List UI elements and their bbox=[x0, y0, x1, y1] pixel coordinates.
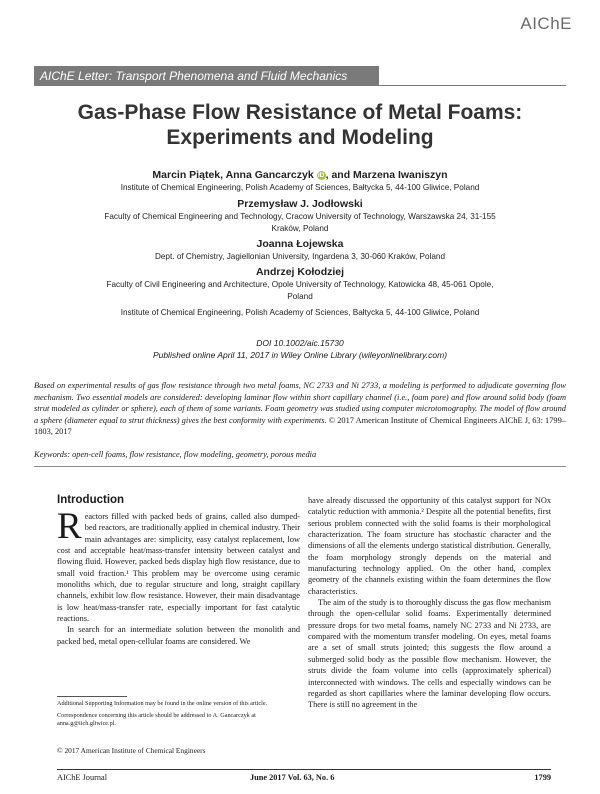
abstract-text: Based on experimental results of gas flow resistance through two metal foams, NC 2733 and Ni 2733, a modeling is performed to adjudicate governing flow mechanism. Two essential models are considered: developing laminar flow within short capillary channel (i.e., foam pore) and flow around solid body (foam strut modeled as cylinder or sphere), each of them of some variants. Foam geometry was studied using computer microtomography. The model of flow around a sphere (diameter equal to strut thickness) gives the best conformity with experiments. bbox=[34, 381, 566, 425]
footer-issue: June 2017 Vol. 63, No. 6 bbox=[250, 773, 335, 782]
paragraph: Reactors filled with packed beds of grains, called also dumped-bed reactors, are traditionally applied in chemical industry. Their main advantages are: simplicity, easy catalyst replacement, low cost and acceptable heat/mass-transfer intensity between catalyst and flowing fluid. However, packed beds display high flow resistance, due to small void fraction.¹ This problem may be overcome using ceramic monoliths which, due to regular structure and long, straight capillary channels, exhibit low flow resistance. However, their main disadvantage is low heat/mass-transfer rate, especially important for fast catalytic reactions. bbox=[57, 506, 300, 624]
banner-rule bbox=[34, 85, 566, 86]
article-title bbox=[40, 100, 560, 150]
paragraph: have already discussed the opportunity of this catalyst support for NOx catalytic reduction with ammonia.² Despite all the potential benefits, first serious problem connected with the solid foams is their morphological characterization. The foam structure has stochastic character and the dimensions of all the elements undergo statistical distribution. Generally, the foam morphology strongly depends on the material and manufacturing technology applied. On the other hand, complex geometry of the channels existing within the foam determines the flow characteristics. bbox=[308, 496, 551, 596]
footer-page-number: 1799 bbox=[534, 773, 551, 782]
title-line-1: Gas-Phase Flow Resistance of Metal Foams: bbox=[77, 101, 523, 124]
footnote-rule bbox=[57, 696, 127, 697]
title-line-2: Experiments and Modeling bbox=[166, 126, 434, 149]
footnote-correspondence: Correspondence concerning this article should be addressed to A. Gancarczyk at anna.g@iich.gliwice.pl. bbox=[57, 712, 256, 728]
orcid-icon[interactable]: iD bbox=[317, 172, 325, 179]
author-affiliation-4: Faculty of Civil Engineering and Architecture, Opole University of Technology, Katowicka 48, 45-061 Opole, Poland bbox=[106, 280, 494, 301]
drop-cap: R bbox=[57, 506, 82, 547]
footnote-supporting-info: Additional Supporting Information may be found in the online version of this article. bbox=[57, 700, 268, 707]
author-affiliation-3: Dept. of Chemistry, Jagiellonian University, Ingardena 3, 30-060 Kraków, Poland bbox=[154, 252, 446, 261]
author-names-1: Marcin Piątek, Anna Gancarczyk iD, and Marzena Iwaniszyn bbox=[152, 169, 448, 181]
body-column-right bbox=[308, 495, 551, 711]
abstract-rule bbox=[34, 466, 566, 467]
footer-rule bbox=[57, 769, 551, 770]
abstract-citation: © 2017 American Institute of Chemical Engineers AIChE J, 63: 1799–1803, 2017 bbox=[34, 415, 566, 437]
keywords: Keywords: open-cell foams, flow resistance, flow modeling, geometry, porous media bbox=[34, 450, 317, 459]
author-affiliation-4b: Institute of Chemical Engineering, Polish Academy of Sciences, Bałtycka 5, 44-100 Gliwice, Poland bbox=[120, 308, 480, 317]
section-banner bbox=[34, 66, 379, 86]
author-names-4: Andrzej Kołodziej bbox=[255, 266, 345, 278]
section-heading-introduction: Introduction bbox=[57, 494, 125, 506]
body-column-left bbox=[57, 506, 300, 647]
journal-tag: AIChE bbox=[520, 14, 572, 33]
published-online: Published online April 11, 2017 in Wiley Online Library (wileyonlinelibrary.com) bbox=[152, 350, 448, 360]
paragraph: The aim of the study is to thoroughly discuss the gas flow mechanism through the open-cellular solid foams. Experimentally determined pressure drops for two metal foams, namely NC 2733 and Ni 2733, are compared with the momentum transfer modeling. On eyes, metal foams are a set of small struts jointed; this suggests the flow around a submerged solid body as the possible flow mechanism. However, the struts divide the foam volume into cells (approximately spherical) interconnected with windows. The cells and especially windows can be regarded as short capillaries where the laminar developing flow occurs. There is still no agreement in the bbox=[308, 598, 551, 710]
abstract bbox=[34, 380, 566, 438]
footnote-copyright: © 2017 American Institute of Chemical Engineers bbox=[57, 746, 206, 755]
author-names-3: Joanna Łojewska bbox=[256, 238, 344, 250]
footer-journal: AIChE Journal bbox=[57, 773, 108, 782]
doi-block bbox=[40, 337, 560, 361]
doi-link[interactable]: DOI 10.1002/aic.15730 bbox=[256, 338, 344, 348]
footnotes bbox=[57, 700, 300, 733]
author-names-2: Przemysław J. Jodłowski bbox=[237, 198, 363, 210]
paragraph: In search for an intermediate solution between the monolith and packed bed, metal open-cellular foams are considered. We bbox=[57, 625, 300, 646]
author-affiliation-2: Faculty of Chemical Engineering and Technology, Cracow University of Technology, Warszawska 24, 31-155 Kraków, Poland bbox=[104, 212, 496, 233]
author-affiliation-1: Institute of Chemical Engineering, Polish Academy of Sciences, Bałtycka 5, 44-100 Gliwice, Poland bbox=[120, 183, 480, 192]
section-banner-label: AIChE Letter: Transport Phenomena and Fluid Mechanics bbox=[40, 69, 348, 83]
